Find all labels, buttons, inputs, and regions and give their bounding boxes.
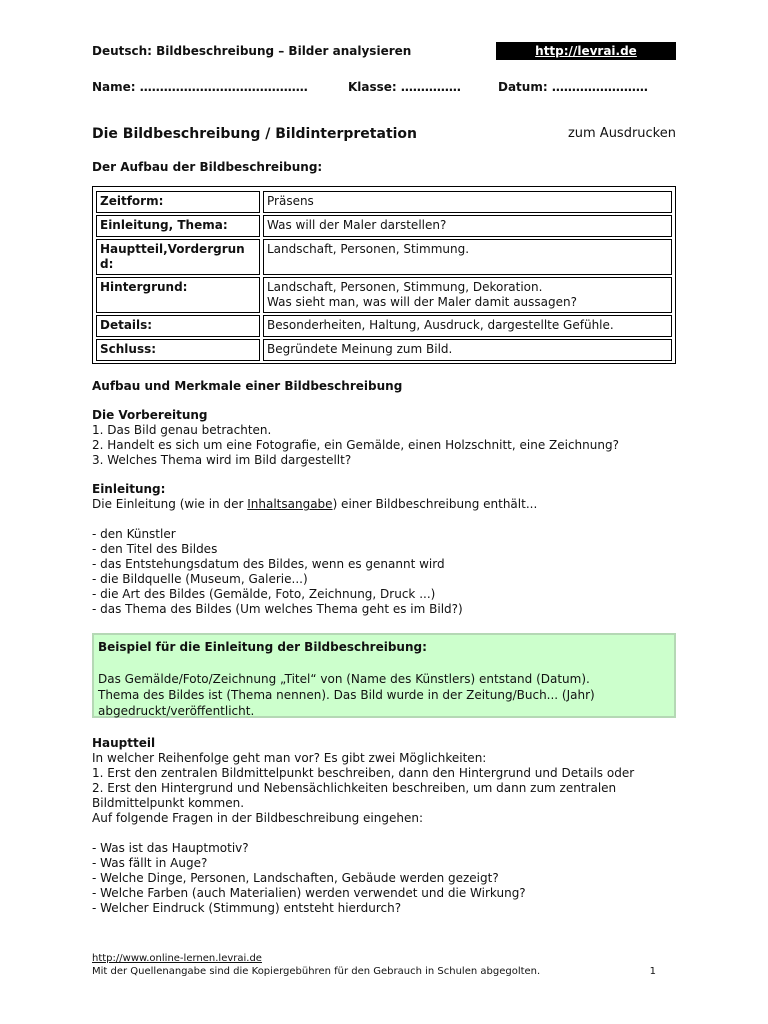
table-label: Details: <box>96 315 260 337</box>
list-item: - Was fällt in Auge? <box>92 856 208 870</box>
footer-note: Mit der Quellenangabe sind die Kopiergebühren für den Gebrauch in Schulen abgegolten. <box>92 966 541 977</box>
header-link-box[interactable] <box>496 42 676 60</box>
table-row <box>96 239 672 275</box>
table-label: Hintergrund: <box>96 277 260 313</box>
document-title: Die Bildbeschreibung / Bildinterpretation <box>92 126 418 142</box>
header-link[interactable]: http://levrai.de <box>535 44 637 58</box>
aufbau-heading: Der Aufbau der Bildbeschreibung: <box>92 160 323 174</box>
table-label-line2: d: <box>100 257 114 271</box>
page-header <box>92 42 676 60</box>
table-row <box>96 215 672 237</box>
name-row <box>92 80 676 96</box>
footer-link[interactable]: http://www.online-lernen.levrai.de <box>92 953 262 964</box>
table-value: Landschaft, Personen, Stimmung. <box>263 239 672 275</box>
table-label: Schluss: <box>96 339 260 361</box>
table-label-line1: Hauptteil,Vordergrun <box>100 242 245 256</box>
list-item: 2. Handelt es sich um eine Fotografie, ein Gemälde, einen Holzschnitt, eine Zeichnung? <box>92 438 619 452</box>
list-item: - Welche Dinge, Personen, Landschaften, Gebäude werden gezeigt? <box>92 871 499 885</box>
table-value: Begründete Meinung zum Bild. <box>263 339 672 361</box>
inhaltsangabe-link[interactable]: Inhaltsangabe <box>247 497 333 511</box>
datum-field: Datum: …………………… <box>498 80 648 94</box>
hauptteil-line: 2. Erst den Hintergrund und Nebensächlichkeiten beschreiben, um dann zum zentralen <box>92 781 617 795</box>
einleitung-section <box>92 482 682 617</box>
list-item: - die Bildquelle (Museum, Galerie...) <box>92 572 308 586</box>
header-title: Deutsch: Bildbeschreibung – Bilder analysieren <box>92 44 412 58</box>
vorbereitung-heading: Die Vorbereitung <box>92 408 208 422</box>
table-value <box>263 277 672 313</box>
structure-table <box>92 186 676 364</box>
table-row <box>96 339 672 361</box>
table-label <box>96 239 260 275</box>
einleitung-intro-post: ) einer Bildbeschreibung enthält... <box>332 497 538 511</box>
table-row <box>96 315 672 337</box>
page-number: 1 <box>649 966 656 977</box>
list-item: - den Titel des Bildes <box>92 542 218 556</box>
merkmale-heading: Aufbau und Merkmale einer Bildbeschreibung <box>92 379 403 393</box>
table-label: Einleitung, Thema: <box>96 215 260 237</box>
spacer <box>98 655 670 671</box>
einleitung-intro-pre: Die Einleitung (wie in der <box>92 497 248 511</box>
hauptteil-line: Bildmittelpunkt kommen. <box>92 796 245 810</box>
klasse-field: Klasse: …………… <box>348 80 461 94</box>
list-item: 1. Das Bild genau betrachten. <box>92 423 272 437</box>
table-row <box>96 277 672 313</box>
table-value-line1: Landschaft, Personen, Stimmung, Dekoration. <box>267 280 543 294</box>
beispiel-heading: Beispiel für die Einleitung der Bildbeschreibung: <box>98 640 427 654</box>
list-item: 3. Welches Thema wird im Bild dargestellt? <box>92 453 352 467</box>
table-value: Was will der Maler darstellen? <box>263 215 672 237</box>
print-label: zum Ausdrucken <box>567 126 676 141</box>
hauptteil-line: In welcher Reihenfolge geht man vor? Es gibt zwei Möglichkeiten: <box>92 751 487 765</box>
list-item: - die Art des Bildes (Gemälde, Foto, Zeichnung, Druck ...) <box>92 587 436 601</box>
page-footer <box>92 952 676 978</box>
table-value: Besonderheiten, Haltung, Ausdruck, dargestellte Gefühle. <box>263 315 672 337</box>
list-item: - den Künstler <box>92 527 176 541</box>
name-field: Name: …………………………………… <box>92 80 308 94</box>
list-item: - das Entstehungsdatum des Bildes, wenn es genannt wird <box>92 557 445 571</box>
beispiel-box <box>92 633 676 718</box>
list-item: - Welcher Eindruck (Stimmung) entsteht hierdurch? <box>92 901 402 915</box>
table-label: Zeitform: <box>96 191 260 213</box>
spacer <box>92 826 682 841</box>
table-value-line2: Was sieht man, was will der Maler damit aussagen? <box>267 295 577 309</box>
einleitung-intro <box>92 497 682 512</box>
list-item: - Welche Farben (auch Materialien) werden verwendet und die Wirkung? <box>92 886 526 900</box>
einleitung-heading: Einleitung: <box>92 482 166 496</box>
beispiel-line: Thema des Bildes ist (Thema nennen). Das Bild wurde in der Zeitung/Buch... (Jahr) <box>98 688 595 702</box>
vorbereitung-section <box>92 408 682 468</box>
hauptteil-line: 1. Erst den zentralen Bildmittelpunkt beschreiben, dann den Hintergrund und Details oder <box>92 766 635 780</box>
hauptteil-heading: Hauptteil <box>92 736 156 750</box>
beispiel-line: Das Gemälde/Foto/Zeichnung „Titel“ von (Name des Künstlers) entstand (Datum). <box>98 672 590 686</box>
table-value: Präsens <box>263 191 672 213</box>
list-item: - das Thema des Bildes (Um welches Thema geht es im Bild?) <box>92 602 463 616</box>
spacer <box>92 512 682 527</box>
table-row <box>96 191 672 213</box>
beispiel-line: abgedruckt/veröffentlicht. <box>98 704 255 718</box>
hauptteil-line: Auf folgende Fragen in der Bildbeschreibung eingehen: <box>92 811 423 825</box>
list-item: - Was ist das Hauptmotiv? <box>92 841 249 855</box>
hauptteil-section <box>92 736 682 916</box>
